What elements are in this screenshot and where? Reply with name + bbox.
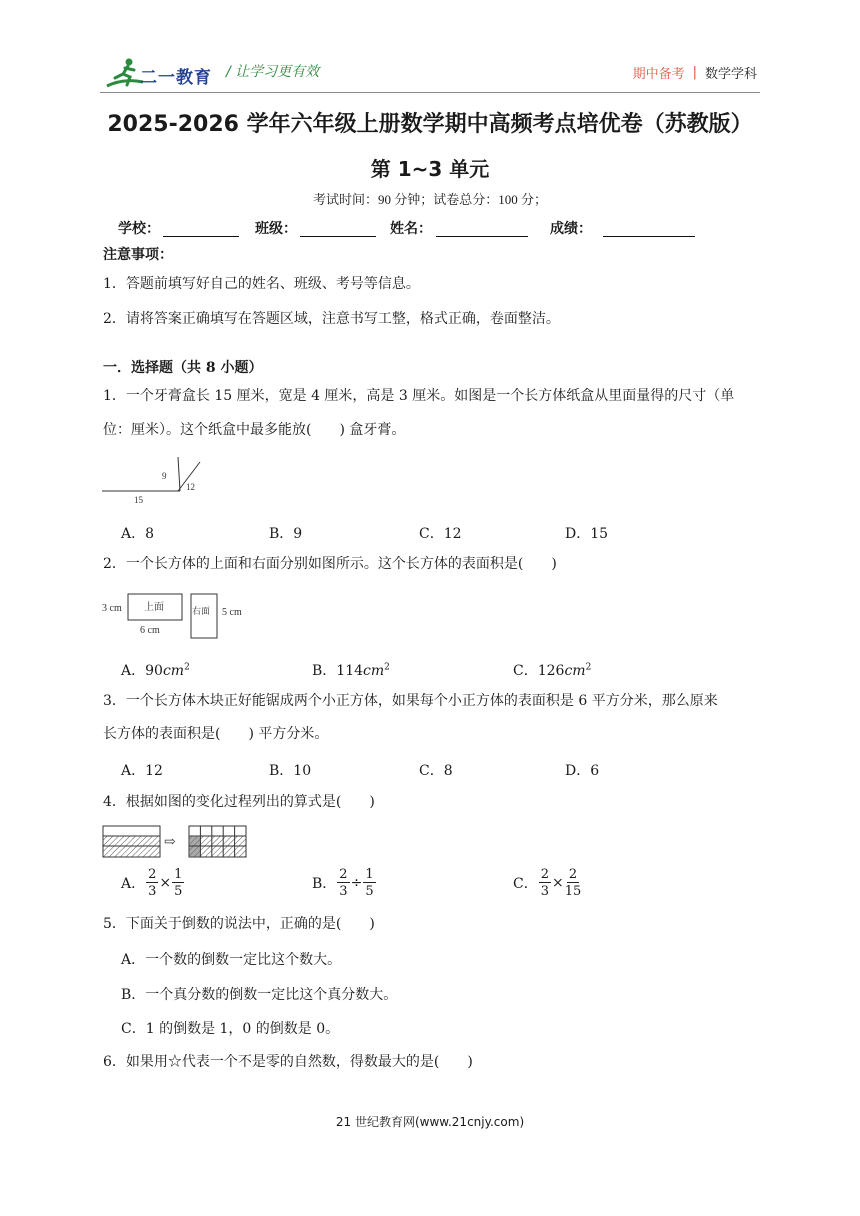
name-field[interactable] (436, 236, 528, 237)
header-exam-label: 期中备考 (632, 67, 685, 82)
option-b[interactable]: B．一个真分数的倒数一定比这个真分数大。 (121, 987, 398, 1003)
header-right (633, 63, 757, 82)
dim-3-label: 3 cm (102, 603, 122, 614)
question-5: 5．下面关于倒数的说法中，正确的是( ) (103, 916, 375, 932)
transform-arrow-icon: ⇨ (164, 834, 176, 850)
header-divider (100, 92, 760, 93)
school-field[interactable] (163, 236, 239, 237)
dim-6-label: 6 cm (140, 625, 160, 636)
notes-heading: 注意事项： (103, 247, 173, 263)
option-c[interactable]: C．1 的倒数是 1，0 的倒数是 0。 (121, 1021, 340, 1037)
dim-5-label: 5 cm (222, 607, 242, 618)
school-label: 学校： (118, 221, 160, 237)
question-3-line-1: 3．一个长方体木块正好能锯成两个小正方体，如果每个小正方体的表面积是 6 平方分米，那么原来 (103, 693, 718, 709)
page-footer: 21 世纪教育网(www.21cnjy.com) (335, 1115, 525, 1129)
question-2-faces-figure (100, 588, 260, 644)
header-subject-label: 数学学科 (704, 67, 757, 82)
option-a[interactable]: A．12 (121, 763, 163, 779)
option-c[interactable]: C． $\frac{2}{3}$ × $\frac{2}{15}$ (513, 867, 582, 899)
option-a[interactable]: A． $\frac{2}{3}$ × $\frac{1}{5}$ (121, 867, 183, 899)
option-b[interactable]: B．$114cm^2$ (312, 662, 390, 679)
class-label: 班级： (255, 221, 297, 237)
option-b[interactable]: B． $\frac{2}{3}$ ÷ $\frac{1}{5}$ (312, 867, 374, 899)
question-1-line-1: 1．一个牙膏盒长 15 厘米，宽是 4 厘米，高是 3 厘米。如图是一个长方体纸盒从里面量得的尺寸（单 (103, 388, 735, 404)
question-4-fraction-figure (102, 824, 250, 860)
section-heading: 一．选择题（共 8 小题） (103, 360, 263, 376)
option-c[interactable]: C．$126cm^2$ (513, 662, 592, 679)
option-d[interactable]: D．6 (565, 763, 600, 779)
question-1-box-figure (102, 455, 212, 507)
header-separator: | (692, 65, 697, 80)
note-item: 2．请将答案正确填写在答题区域，注意书写工整，格式正确，卷面整洁。 (103, 311, 560, 327)
note-item: 1．答题前填写好自己的姓名、班级、考号等信息。 (103, 276, 420, 292)
page-subtitle: 第 1~3 单元 (370, 157, 490, 181)
class-field[interactable] (300, 236, 376, 237)
figure-label-length: 15 (134, 495, 143, 505)
score-field[interactable] (603, 236, 695, 237)
question-1-line-2: 位：厘米）。这个纸盒中最多能放( ) 盒牙膏。 (103, 422, 406, 438)
logo-text: 二一教育 (140, 68, 212, 88)
question-4: 4．根据如图的变化过程列出的算式是( ) (103, 794, 375, 810)
option-c[interactable]: C．8 (419, 763, 453, 779)
figure-label-width: 12 (186, 482, 195, 492)
option-a[interactable]: A．8 (121, 526, 155, 542)
option-c[interactable]: C．12 (419, 526, 462, 542)
option-d[interactable]: D．15 (565, 526, 609, 542)
exam-info: 考试时间：90 分钟；试卷总分：100 分； (312, 192, 547, 207)
question-6: 6．如果用☆代表一个不是零的自然数，得数最大的是( ) (103, 1054, 473, 1070)
slogan: / 让学习更有效 (226, 64, 320, 80)
right-face-label: 右面 (192, 607, 211, 617)
top-face-label: 上面 (144, 602, 164, 613)
name-label: 姓名： (390, 221, 432, 237)
figure-label-height: 9 (162, 471, 167, 481)
score-label: 成绩： (550, 221, 592, 237)
page-title: 2025-2026 学年六年级上册数学期中高频考点培优卷（苏教版） (107, 112, 753, 137)
option-a[interactable]: A．$90cm^2$ (121, 662, 190, 679)
question-3-line-2: 长方体的表面积是( ) 平方分米。 (103, 726, 329, 742)
option-b[interactable]: B．9 (269, 526, 303, 542)
question-2: 2．一个长方体的上面和右面分别如图所示。这个长方体的表面积是( ) (103, 556, 557, 572)
option-b[interactable]: B．10 (269, 763, 312, 779)
option-a[interactable]: A．一个数的倒数一定比这个数大。 (121, 952, 342, 968)
